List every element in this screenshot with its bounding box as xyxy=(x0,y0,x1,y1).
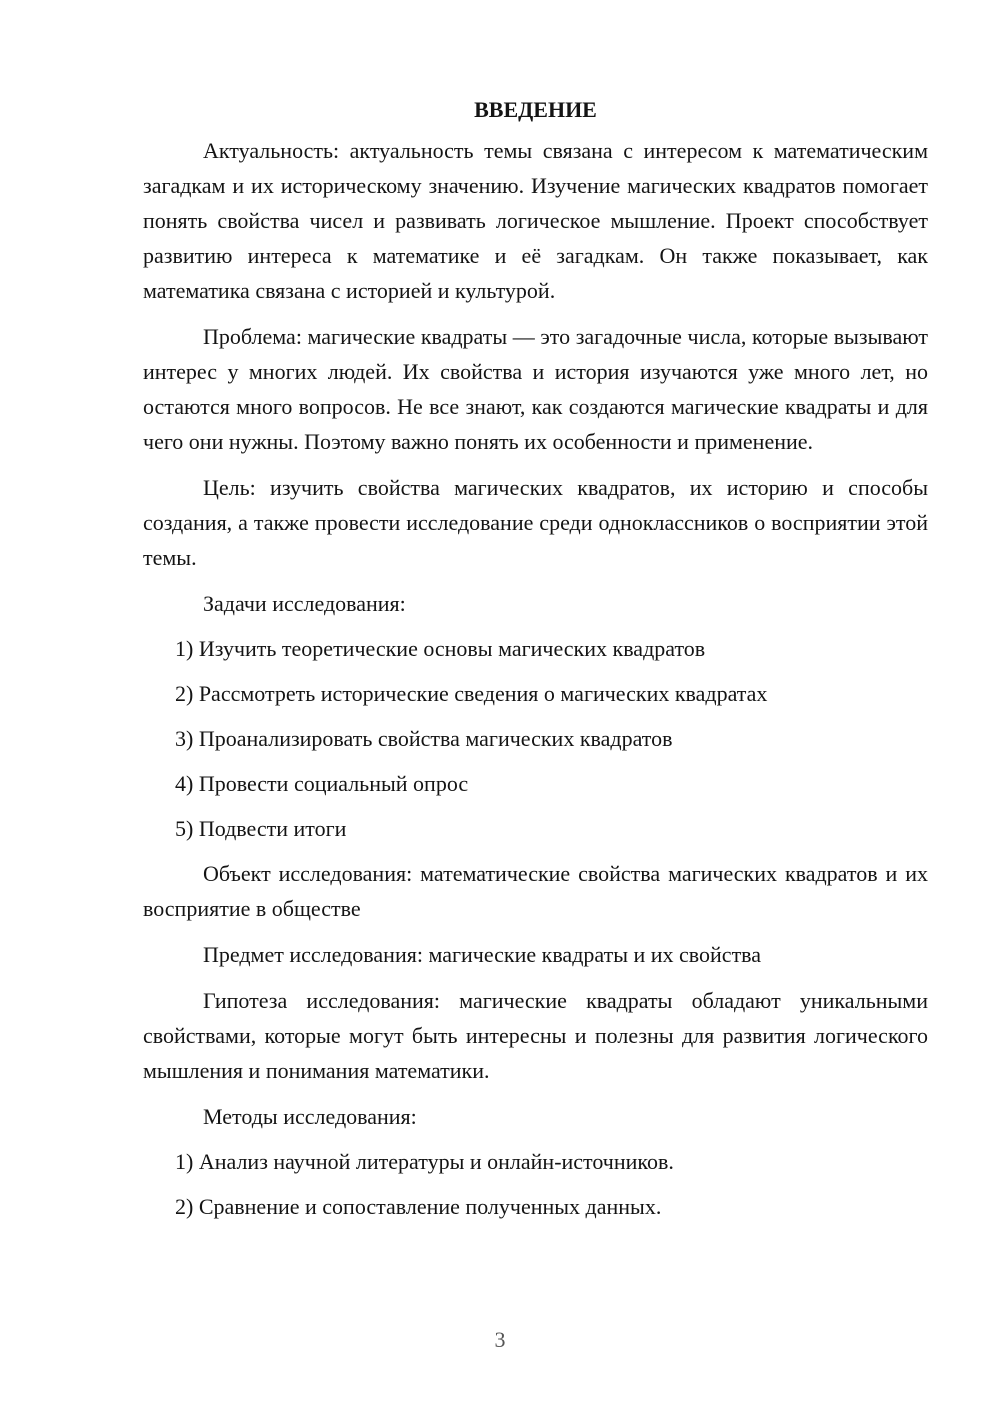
page-number: 3 xyxy=(494,1327,506,1352)
methods-list xyxy=(143,1144,928,1224)
subject-paragraph: Предмет исследования: магические квадраты и их свойства xyxy=(203,942,762,967)
list-item: 2) Рассмотреть исторические сведения о магических квадратах xyxy=(175,681,768,706)
list-item: 1) Изучить теоретические основы магических квадратов xyxy=(175,636,706,661)
goal-paragraph: Цель: изучить свойства магических квадратов, их историю и способы создания, а также провести исследование среди одноклассников о восприятии этой темы. xyxy=(143,475,928,570)
tasks-heading: Задачи исследования: xyxy=(203,591,406,616)
methods-heading: Методы исследования: xyxy=(203,1104,417,1129)
list-item: 1) Анализ научной литературы и онлайн-источников. xyxy=(175,1149,674,1174)
document-page xyxy=(143,92,928,1234)
tasks-list xyxy=(143,631,928,846)
page-title: ВВЕДЕНИЕ xyxy=(474,97,597,122)
list-item: 5) Подвести итоги xyxy=(175,816,347,841)
relevance-paragraph: Актуальность: актуальность темы связана с интересом к математическим загадкам и их историческому значению. Изучение магических квадратов помогает понять свойства чисел и развивать логическое мышление. Проект способствует развитию интереса к математике и её загадкам. Он также показывает, как математика связана с историей и культурой. xyxy=(143,138,928,303)
problem-paragraph: Проблема: магические квадраты — это загадочные числа, которые вызывают интерес у многих людей. Их свойства и история изучаются уже много лет, но остаются много вопросов. Не все знают, как создаются магические квадраты и для чего они нужны. Поэтому важно понять их особенности и применение. xyxy=(143,324,928,454)
object-paragraph: Объект исследования: математические свойства магических квадратов и их восприятие в обществе xyxy=(143,861,928,921)
list-item: 3) Проанализировать свойства магических квадратов xyxy=(175,726,673,751)
hypothesis-paragraph: Гипотеза исследования: магические квадраты обладают уникальными свойствами, которые могут быть интересны и полезны для развития логического мышления и понимания математики. xyxy=(143,988,928,1083)
list-item: 2) Сравнение и сопоставление полученных данных. xyxy=(175,1194,662,1219)
list-item: 4) Провести социальный опрос xyxy=(175,771,469,796)
